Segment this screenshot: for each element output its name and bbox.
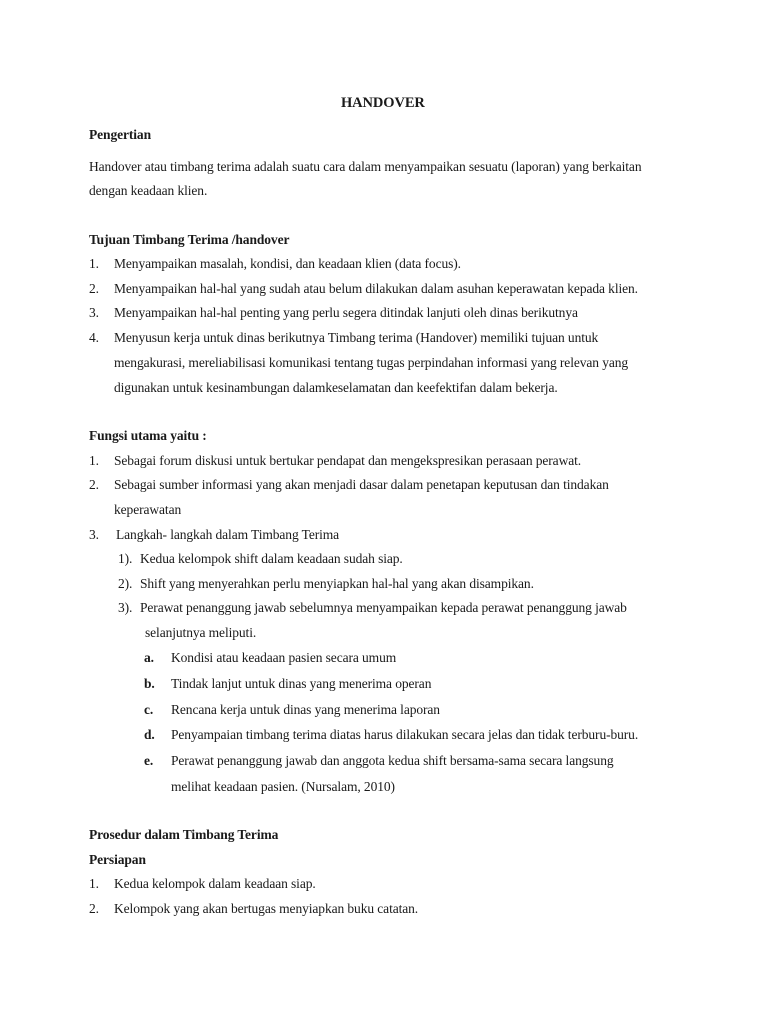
- step-item: Shift yang menyerahkan perlu menyiapkan hal-hal yang akan disampikan.: [140, 576, 534, 591]
- list-number: 1.: [89, 256, 99, 271]
- subitem-continuation: melihat keadaan pasien. (Nursalam, 2010): [171, 779, 395, 794]
- step-number: 3).: [118, 600, 133, 615]
- list-item: Kedua kelompok dalam keadaan siap.: [114, 876, 316, 891]
- section-heading-fungsi: Fungsi utama yaitu :: [89, 428, 207, 443]
- list-number: 2.: [89, 901, 99, 916]
- list-item: Menyampaikan masalah, kondisi, dan keadaan klien (data focus).: [114, 256, 461, 271]
- subitem-letter: b.: [144, 676, 155, 691]
- section-heading-pengertian: Pengertian: [89, 127, 151, 142]
- page-title: HANDOVER: [341, 95, 425, 111]
- list-item: Menyampaikan hal-hal yang sudah atau belum dilakukan dalam asuhan keperawatan kepada klien.: [114, 281, 638, 296]
- list-number: 4.: [89, 330, 99, 345]
- subitem: Kondisi atau keadaan pasien secara umum: [171, 650, 397, 665]
- subitem: Perawat penanggung jawab dan anggota kedua shift bersama-sama secara langsung: [171, 753, 614, 768]
- step-item-continuation: selanjutnya meliputi.: [145, 625, 257, 640]
- subitem: Penyampaian timbang terima diatas harus dilakukan secara jelas dan tidak terburu-buru.: [171, 727, 639, 742]
- list-number: 1.: [89, 453, 99, 468]
- list-item: Menyusun kerja untuk dinas berikutnya Timbang terima (Handover) memiliki tujuan untuk: [114, 330, 599, 345]
- list-number: 3.: [89, 527, 99, 542]
- list-item-continuation: mengakurasi, mereliabilisasi komunikasi tentang tugas perpindahan informasi yang relevan yang: [114, 355, 629, 370]
- list-item: Menyampaikan hal-hal penting yang perlu segera ditindak lanjuti oleh dinas berikutnya: [114, 305, 578, 320]
- list-number: 3.: [89, 305, 99, 320]
- section-heading-prosedur: Prosedur dalam Timbang Terima: [89, 827, 279, 842]
- subitem-letter: a.: [144, 650, 154, 665]
- step-item: Kedua kelompok shift dalam keadaan sudah siap.: [140, 551, 403, 566]
- list-number: 2.: [89, 281, 99, 296]
- step-item: Perawat penanggung jawab sebelumnya menyampaikan kepada perawat penanggung jawab: [140, 600, 627, 615]
- list-item: Kelompok yang akan bertugas menyiapkan buku catatan.: [114, 901, 419, 916]
- list-item-continuation: keperawatan: [114, 502, 182, 517]
- subitem-letter: c.: [144, 702, 154, 717]
- list-item: Langkah- langkah dalam Timbang Terima: [116, 527, 340, 542]
- subsection-heading-persiapan: Persiapan: [89, 852, 146, 867]
- subitem: Tindak lanjut untuk dinas yang menerima operan: [171, 676, 432, 691]
- step-number: 1).: [118, 551, 133, 566]
- paragraph-line: dengan keadaan klien.: [89, 183, 208, 198]
- list-number: 2.: [89, 477, 99, 492]
- subitem-letter: e.: [144, 753, 154, 768]
- paragraph-line: Handover atau timbang terima adalah suatu cara dalam menyampaikan sesuatu (laporan) yang berkaitan: [89, 159, 642, 174]
- list-item-continuation: digunakan untuk kesinambungan dalamkeselamatan dan keefektifan dalam bekerja.: [114, 380, 558, 395]
- section-heading-tujuan: Tujuan Timbang Terima /handover: [89, 232, 290, 247]
- list-item: Sebagai forum diskusi untuk bertukar pendapat dan mengekspresikan perasaan perawat.: [114, 453, 582, 468]
- list-number: 1.: [89, 876, 99, 891]
- list-item: Sebagai sumber informasi yang akan menjadi dasar dalam penetapan keputusan dan tindakan: [114, 477, 609, 492]
- step-number: 2).: [118, 576, 133, 591]
- subitem: Rencana kerja untuk dinas yang menerima laporan: [171, 702, 440, 717]
- subitem-letter: d.: [144, 727, 155, 742]
